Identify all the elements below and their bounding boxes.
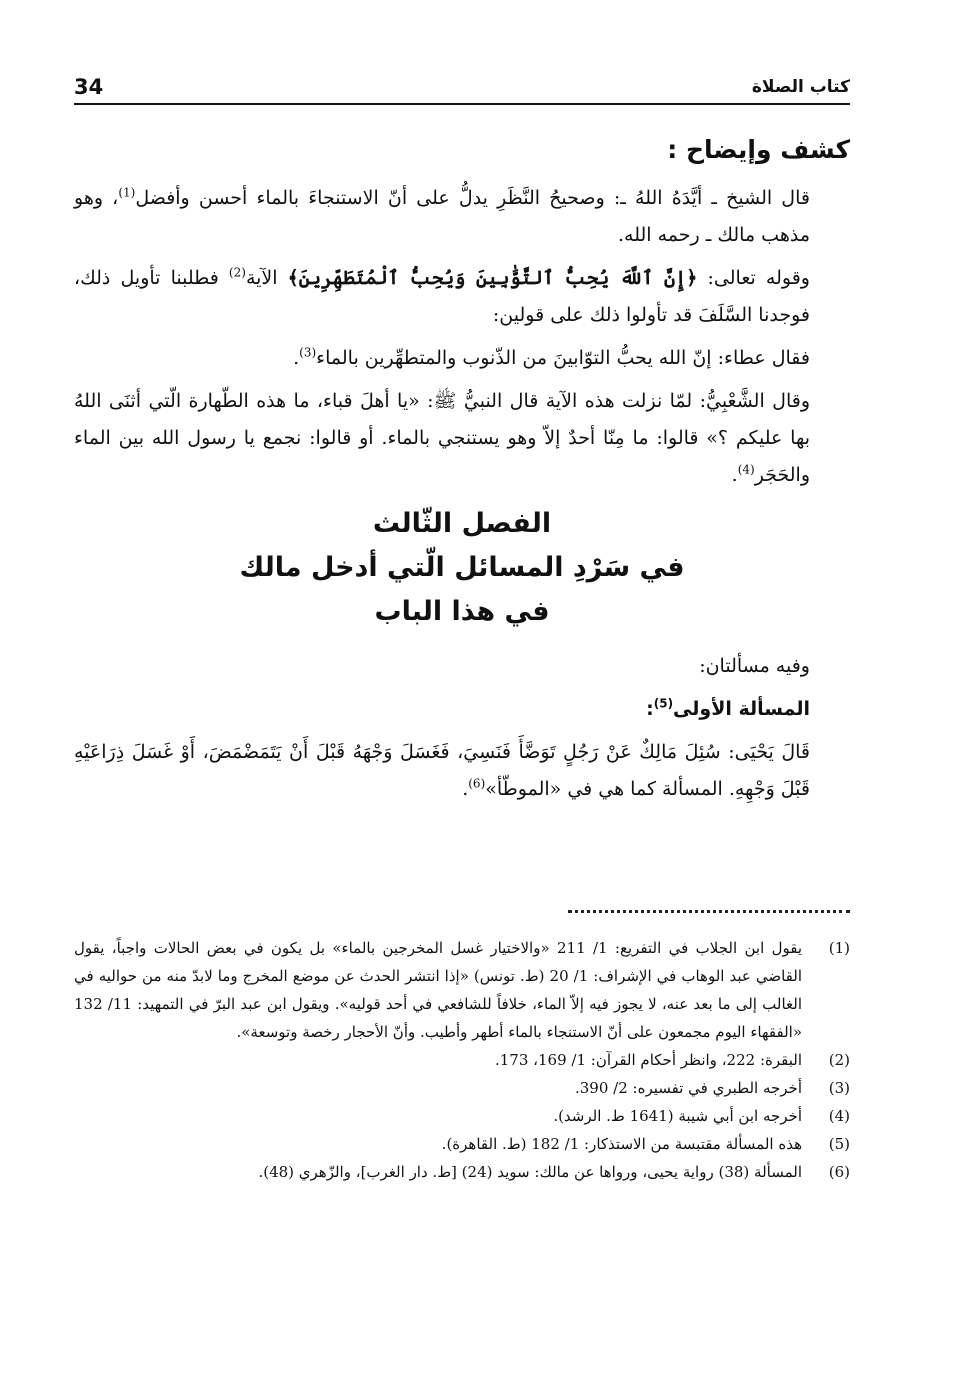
- paragraph-3-tail: .: [293, 347, 300, 369]
- first-issue-body: قَالَ يَحْيَى: سُئِلَ مَالِكٌ عَنْ رَجُلٍ تَوَضَّأَ فَنَسِيَ، فَغَسَلَ وَجْهَهُ قَبْلَ أَنْ يَتَمَضْمَضَ، أَوْ غَسَلَ ذِرَاعَيْهِ قَبْلَ وَجْهِهِ. المسألة كما هي في «الموطّأ»: [74, 741, 810, 800]
- first-issue-tail: .: [462, 778, 469, 800]
- paragraph-4-tail: .: [731, 464, 738, 486]
- footnote-text: المسألة (38) رواية يحيى، ورواها عن مالك: سويد (24) [ط. دار الغرب]، والزّهري (48).: [258, 1163, 802, 1181]
- chapter-line-2: في سَرْدِ المسائل الّتي أدخل مالك: [239, 552, 685, 583]
- paragraph-4: [74, 383, 850, 494]
- chapter-line-3: في هذا الباب: [374, 596, 550, 627]
- footnote-6: [74, 1158, 850, 1186]
- paragraph-2-ayah: الآية: [245, 267, 288, 289]
- footnote-ref-6[interactable]: (6): [468, 776, 486, 791]
- footnote-ref-1[interactable]: (1): [118, 185, 136, 200]
- running-title: كتاب الصلاة: [751, 77, 850, 97]
- footnote-ref-3[interactable]: (3): [299, 345, 317, 360]
- footnote-ref-2[interactable]: (2): [228, 265, 246, 280]
- footnote-3: [74, 1074, 850, 1102]
- section-heading: كشف وإيضاح :: [667, 135, 850, 164]
- paragraph-2-tail: فطلبنا تأويل ذلك، فوجدنا السَّلَفَ قد تأولوا ذلك على قولين:: [74, 267, 810, 326]
- paragraph-1: [74, 180, 850, 254]
- page-number: 34: [74, 75, 104, 99]
- chapter-line-1: الفصل الثّالث: [372, 508, 552, 539]
- footnote-text: يقول ابن الجلاب في التفريع: 1/ 211 «والاختيار غسل المخرجين بالماء» بل يكون في بعض الحالات واجباً، يقول القاضي عبد الوهاب في الإشراف: 1/ 20 (ط. تونس) «إذا انتشر الحدث عن موضع المخرج وما لابدّ منه من حواليه في الغالب إلى ما بعد عنه، لا يجوز فيه إلاّ الماء، خلافاً للشافعي في أحد قوليه». ويقول ابن عبد البرّ في التمهيد: 11/ 132 «الفقهاء اليوم مجمعون على أنّ الاستنجاء بالماء أطهر وأطيب. وأنّ الأحجار رخصة وتوسعة».: [74, 939, 802, 1041]
- paragraph-4-text: وقال الشَّعْبِيُّ: لمّا نزلت هذه الآية قال النبيُّ ﷺ: «يا أهلَ قباء، ما هذه الطّهارة الّتي أثنَى اللهُ بها عليكم ؟» قالوا: ما مِنّا أحدٌ إلاّ وهو يستنجي بالماء. أو قالوا: نجمع يا رسول الله بين الماء والحَجَر: [74, 390, 810, 486]
- footnote-number: (5): [828, 1135, 850, 1153]
- issues-intro-text: وفيه مسألتان:: [699, 655, 810, 677]
- footnote-5: [74, 1130, 850, 1158]
- footnote-ref-4[interactable]: (4): [737, 462, 755, 477]
- paragraph-2: [74, 260, 850, 334]
- paragraph-1-tail: ، وهو مذهب مالك ـ رحمه الله.: [74, 187, 810, 246]
- footnote-text: أخرجه ابن أبي شيبة (1641 ط. الرشد).: [553, 1107, 802, 1125]
- footnote-text: البقرة: 222، وانظر أحكام القرآن: 1/ 169، 173.: [494, 1051, 802, 1069]
- page-header: [74, 72, 850, 102]
- first-issue-heading: [74, 691, 850, 728]
- footnote-number: (4): [828, 1107, 850, 1125]
- footnote-separator: [568, 910, 850, 913]
- paragraph-1-text: قال الشيخ ـ أيَّدَهُ اللهُ ـ: وصحيحُ النَّظَرِ يدلُّ على أنّ الاستنجاءَ بالماء أحسن وأفضل: [135, 187, 810, 209]
- footnote-2: [74, 1046, 850, 1074]
- footnote-number: (1): [828, 939, 850, 957]
- footnote-4: [74, 1102, 850, 1130]
- paragraph-3: [74, 340, 850, 377]
- footnotes: [74, 934, 850, 1186]
- chapter-heading: [74, 502, 850, 634]
- footnote-ref-5[interactable]: (5): [653, 696, 674, 711]
- quran-verse: ﴿إِنَّ ٱللَّهَ يُحِبُّ ٱلتَّوَّٰبِينَ وَيُحِبُّ ٱلْمُتَطَهِّرِينَ﴾: [287, 267, 698, 289]
- issues-intro: [74, 648, 850, 685]
- footnote-number: (3): [828, 1079, 850, 1097]
- paragraph-2-lead: وقوله تعالى:: [697, 267, 810, 289]
- footnote-number: (2): [828, 1051, 850, 1069]
- footnote-text: هذه المسألة مقتبسة من الاستذكار: 1/ 182 (ط. القاهرة).: [441, 1135, 802, 1153]
- first-issue-text: [74, 734, 850, 808]
- header-rule: [74, 103, 850, 105]
- first-issue-title: المسألة الأولى: [673, 698, 810, 720]
- first-issue-colon: :: [646, 698, 654, 720]
- body-text: [74, 122, 850, 814]
- footnote-number: (6): [828, 1163, 850, 1181]
- footnote-1: [74, 934, 850, 1046]
- paragraph-3-text: فقال عطاء: إنّ الله يحبُّ التوّابينَ من الذّنوب والمتطهِّرين بالماء: [316, 347, 810, 369]
- footnote-text: أخرجه الطبري في تفسيره: 2/ 390.: [574, 1079, 802, 1097]
